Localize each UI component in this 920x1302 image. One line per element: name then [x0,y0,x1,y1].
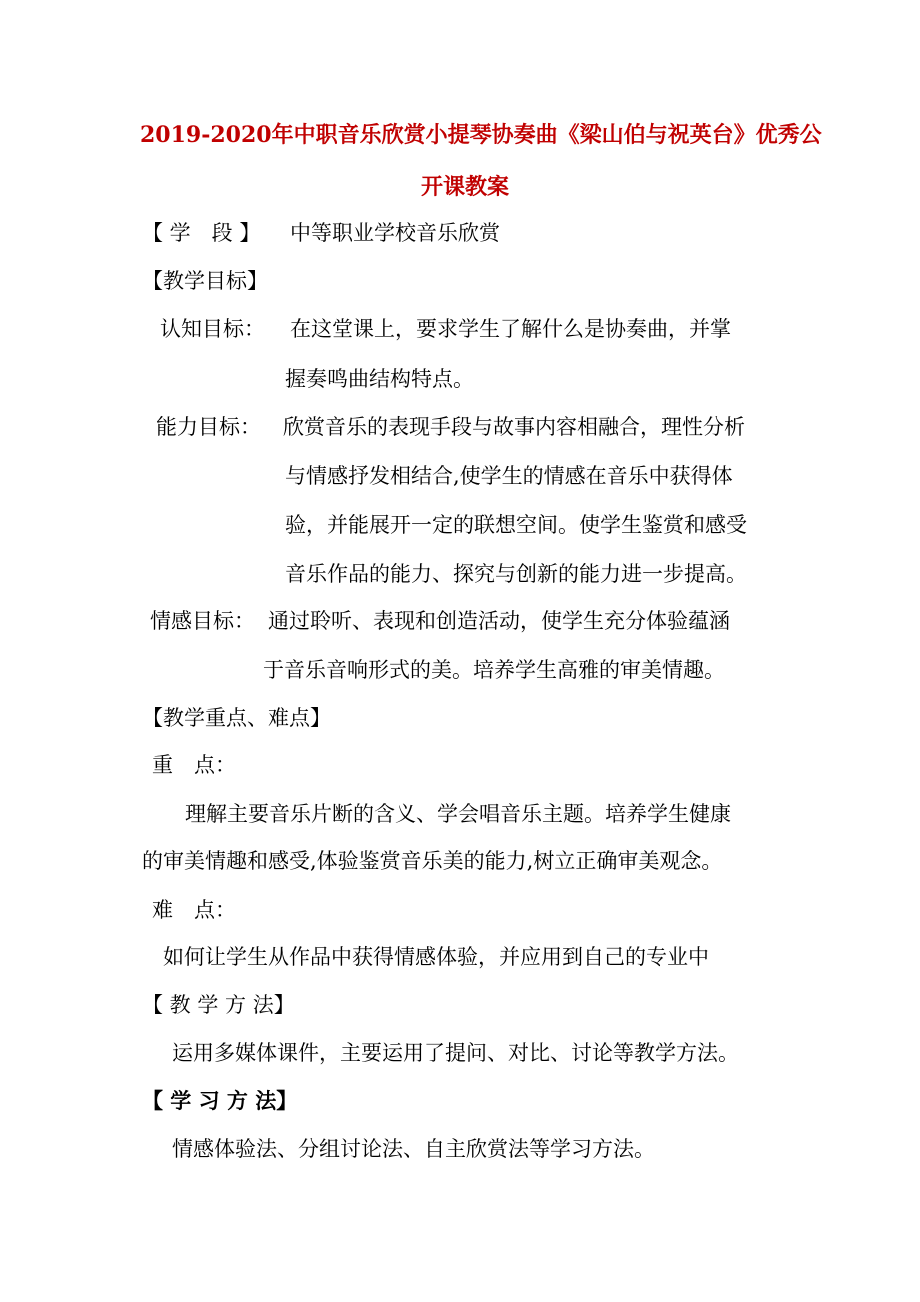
emotion-label: 情感目标： [150,609,255,633]
difficulty-label: 难 点： [152,898,236,922]
ability-line-2: 与情感抒发相结合,使学生的情感在音乐中获得体 [285,464,733,488]
stage-label: 【 学 段 】 [142,221,261,245]
key-line-2: 的审美情趣和感受,体验鉴赏音乐美的能力,树立正确审美观念。 [142,849,723,873]
learn-line: 情感体验法、分组讨论法、自主欣赏法等学习方法。 [172,1137,655,1161]
doc-title-line2: 开课教案 [420,174,509,200]
ability-label: 能力目标： [156,415,261,439]
emotion-line-2: 于音乐音响形式的美。培养学生高雅的审美情趣。 [263,658,725,682]
method-header: 【 教 学 方 法】 [142,993,295,1017]
ability-line-3: 验，并能展开一定的联想空间。使学生鉴赏和感受 [285,513,747,537]
ability-line-4: 音乐作品的能力、探究与创新的能力进一步提高。 [285,562,747,586]
key-header: 【教学重点、难点】 [142,706,331,730]
goals-header: 【教学目标】 [142,269,268,293]
stage-value: 中等职业学校音乐欣赏 [290,221,500,245]
key-line-1: 理解主要音乐片断的含义、学会唱音乐主题。培养学生健康 [185,802,731,826]
difficulty-line: 如何让学生从作品中获得情感体验，并应用到自己的专业中 [163,945,709,969]
cognitive-line-1: 在这堂课上，要求学生了解什么是协奏曲，并掌 [290,317,731,341]
cognitive-line-2: 握奏鸣曲结构特点。 [285,367,474,391]
method-line: 运用多媒体课件，主要运用了提问、对比、讨论等教学方法。 [172,1041,739,1065]
cognitive-label: 认知目标： [160,317,265,341]
learn-header: 【 学 习 方 法】 [142,1088,298,1113]
ability-line-1: 欣赏音乐的表现手段与故事内容相融合，理性分析 [283,415,745,439]
emotion-line-1: 通过聆听、表现和创造活动，使学生充分体验蕴涵 [268,609,730,633]
key-label: 重 点： [152,753,236,777]
doc-title-line1: 2019-2020年中职音乐欣赏小提琴协奏曲《梁山伯与祝英台》优秀公 [140,122,822,148]
